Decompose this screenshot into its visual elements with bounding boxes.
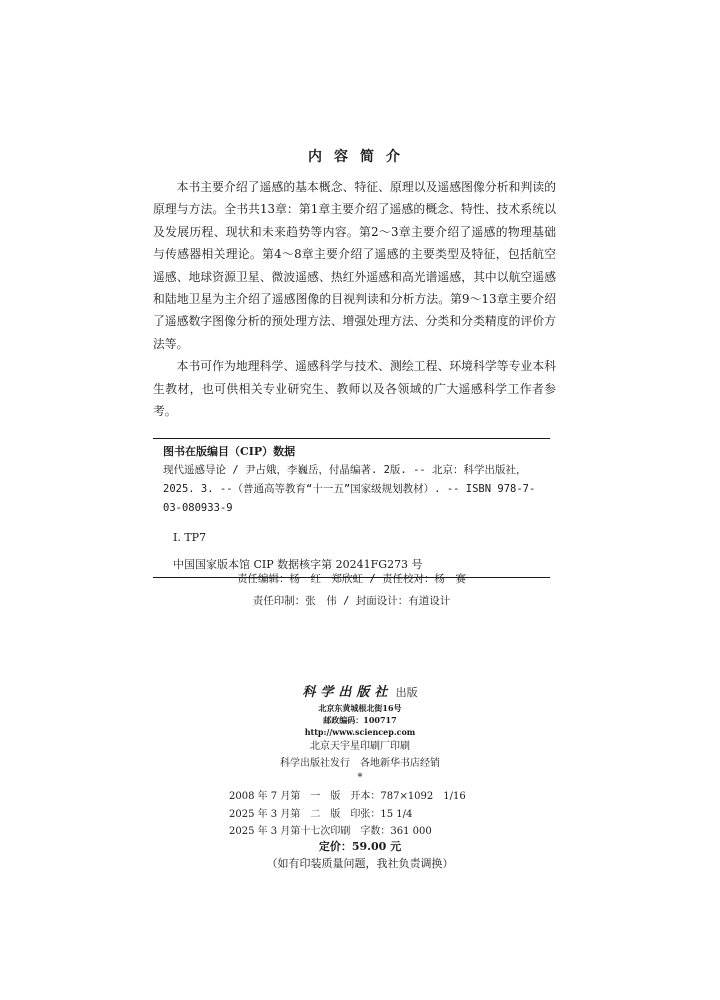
publisher-postcode: 邮政编码：100717 <box>323 715 397 725</box>
cip-data-block <box>153 438 550 578</box>
spec-date: 2025 年 3 月第十七次印刷 <box>229 826 351 837</box>
spec-date: 2008 年 7 月第 一 版 <box>229 791 341 802</box>
publisher-address: 北京东黄城根北街16号 <box>318 703 402 713</box>
publisher-logo: 科学出版社 <box>302 685 393 700</box>
editorial-credits <box>153 568 550 612</box>
publisher-website: http://www.sciencep.com <box>304 727 416 737</box>
summary-paragraph-2: 本书可作为地理科学、遥感科学与技术、测绘工程、环境科学等专业本科生教材，也可供相关专业研究生、教师以及各领域的广大遥感科学工作者参考。 <box>153 359 556 419</box>
cip-record-number: 中国国家版本馆 CIP 数据核字第 20241FG273 号 <box>173 558 423 571</box>
page-title: 内容简介 <box>308 149 412 165</box>
cip-classification: Ⅰ. TP7 <box>173 531 207 544</box>
book-summary <box>153 176 556 422</box>
spec-detail: 印张：15 1/4 <box>350 808 413 820</box>
spec-date: 2025 年 3 月第 二 版 <box>229 808 341 820</box>
credits-line-1: 责任编辑：杨 红 郑欣虹 / 责任校对：杨 赛 <box>237 573 466 585</box>
separator-mark: * <box>357 772 363 783</box>
summary-paragraph-1: 本书主要介绍了遥感的基本概念、特征、原理以及遥感图像分析和判读的原理与方法。全书共13章：第1章主要介绍了遥感的概念、特性、技术系统以及发展历程、现状和未来趋势等内容。第2～3章主要介绍了遥感的物理基础与传感器相关理论。第4～8章主要介绍了遥感的主要类型及特征，包括航空遥感、地球资源卫星、微波遥感、热红外遥感和高光谱遥感，其中以航空遥感和陆地卫星为主介绍了遥感图像的目视判读和分析方法。第9～13章主要介绍了遥感数字图像分析的预处理方法、增强处理方法、分类和分类精度的评价方法等。 <box>153 180 556 351</box>
printer-line: 北京天宇星印刷厂印刷 <box>310 741 410 752</box>
cip-heading: 图书在版编目（CIP）数据 <box>163 445 296 458</box>
quality-note: （如有印装质量问题，我社负责调换） <box>266 857 454 870</box>
price: 定价：59.00 元 <box>318 840 402 853</box>
publisher-suffix: 出版 <box>395 686 418 699</box>
cip-record: 现代遥感导论 / 尹占娥，李巍岳，付晶编著. 2版. -- 北京：科学出版社，2025. 3. --（普通高等教育“十一五”国家级规划教材）. -- ISBN 978-7-03-080933-9 <box>163 464 536 514</box>
spec-detail: 开本：787×1092 1/16 <box>350 791 466 802</box>
credits-line-2: 责任印制：张 伟 / 封面设计：有道设计 <box>252 595 451 607</box>
spec-row <box>229 806 466 824</box>
spec-detail: 字数：361 000 <box>360 826 432 837</box>
publisher-imprint <box>0 684 720 784</box>
spec-row <box>229 788 466 806</box>
edition-specs <box>229 788 466 841</box>
distribution-line: 科学出版社发行 各地新华书店经销 <box>280 758 440 769</box>
